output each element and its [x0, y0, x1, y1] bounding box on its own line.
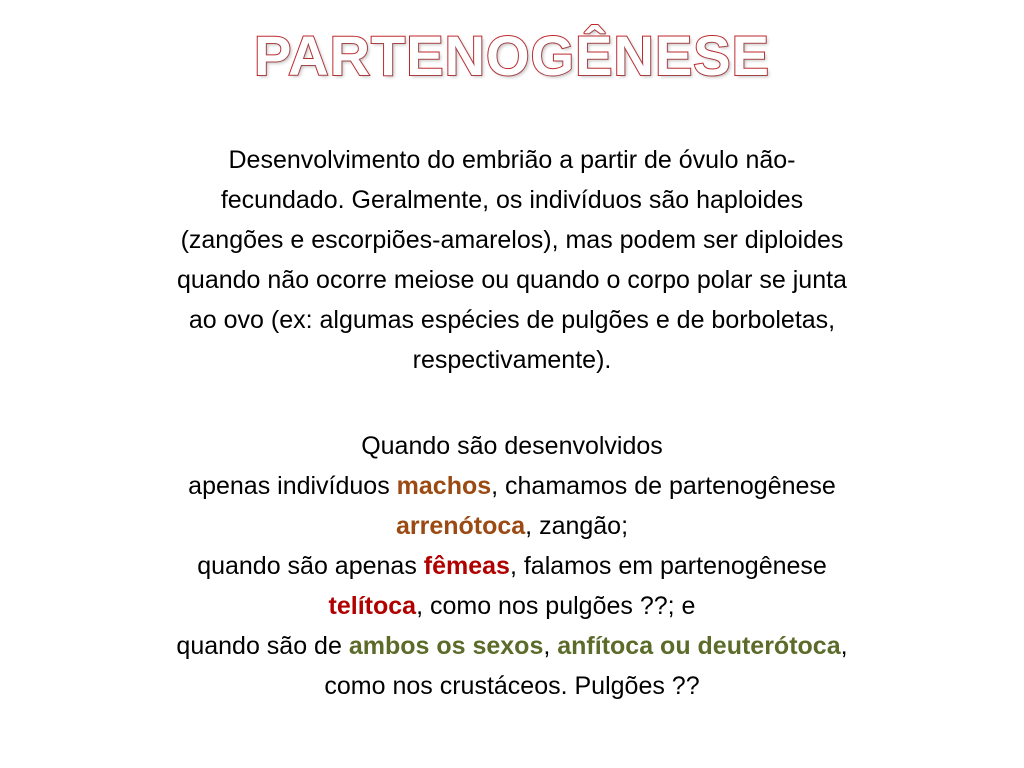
slide-title: PARTENOGÊNESE: [253, 24, 771, 87]
definition-line: fecundado. Geralmente, os indivíduos são haploides: [220, 186, 804, 214]
highlight-machos: machos: [396, 472, 492, 500]
types-line: Quando são desenvolvidos: [361, 432, 663, 460]
types-line: [40, 546, 984, 586]
definition-line: quando não ocorre meiose ou quando o corpo polar se junta: [177, 266, 847, 294]
text: ,: [543, 632, 558, 660]
text: , como nos pulgões ??; e: [416, 592, 696, 620]
text: quando são apenas: [197, 552, 424, 580]
types-line: [40, 466, 984, 506]
types-line: como nos crustáceos. Pulgões ??: [324, 672, 700, 700]
definition-line: Desenvolvimento do embrião a partir de óvulo não-: [228, 146, 796, 174]
definition-line: respectivamente).: [412, 346, 612, 374]
highlight-arrenotoca: arrenótoca: [395, 512, 526, 540]
highlight-telitoca: telítoca: [328, 592, 417, 620]
text: , zangão;: [525, 512, 629, 540]
highlight-ambos-os-sexos: ambos os sexos: [348, 632, 544, 660]
text: , chamamos de partenogênese: [491, 472, 836, 500]
types-paragraph: [40, 426, 984, 706]
definition-paragraph: [40, 140, 984, 380]
highlight-femeas: fêmeas: [423, 552, 510, 580]
text: apenas indivíduos: [188, 472, 397, 500]
types-line: [40, 626, 984, 666]
types-line: [40, 506, 984, 546]
text: , falamos em partenogênese: [509, 552, 827, 580]
definition-line: ao ovo (ex: algumas espécies de pulgões e de borboletas,: [188, 306, 836, 334]
definition-line: (zangões e escorpiões-amarelos), mas podem ser diploides: [180, 226, 844, 254]
types-line: [40, 586, 984, 626]
text: ,: [840, 632, 848, 660]
text: quando são de: [176, 632, 349, 660]
highlight-anfitoca: anfítoca ou deuterótoca: [557, 632, 841, 660]
